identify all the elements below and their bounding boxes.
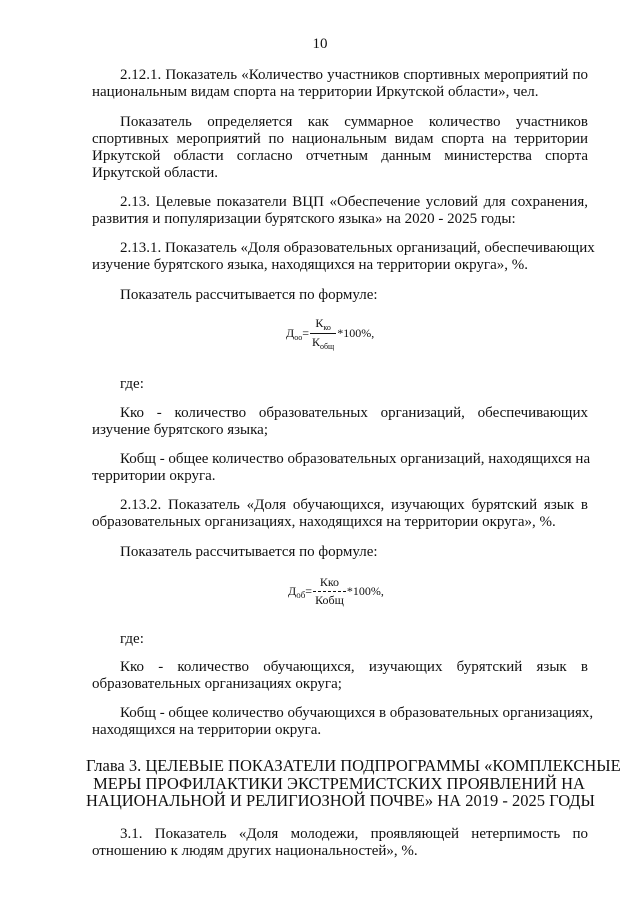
formula-intro: Показатель рассчитывается по формуле: bbox=[120, 544, 378, 560]
definition-kko bbox=[92, 659, 588, 693]
text-line: отношению к людям других национальностей», %. bbox=[92, 843, 418, 859]
fraction-bar bbox=[310, 333, 336, 334]
heading-line: Глава 3. ЦЕЛЕВЫЕ ПОКАЗАТЕЛИ ПОДПРОГРАММЫ «КОМПЛЕКСНЫЕ bbox=[86, 756, 621, 775]
paragraph-2-13-2 bbox=[92, 497, 588, 531]
text-line: Иркутской области согласно отчетным данным министерства спорта bbox=[92, 148, 588, 164]
text-line: изучение бурятского языка; bbox=[92, 422, 269, 438]
definition-kobsh bbox=[92, 705, 594, 739]
text-line: Кобщ - общее количество обучающихся в образовательных организациях, bbox=[120, 705, 594, 721]
text-line: Показатель определяется как суммарное количество участников bbox=[120, 114, 588, 130]
text-line: национальным видам спорта на территории Иркутской области», чел. bbox=[92, 84, 539, 100]
definition-kobsh bbox=[92, 451, 591, 485]
formula-equals: = bbox=[305, 584, 313, 598]
definition-kko bbox=[92, 405, 588, 439]
formula-fraction bbox=[313, 575, 346, 608]
paragraph-2-13 bbox=[92, 194, 588, 228]
text-line: 3.1. Показатель «Доля молодежи, проявляющей нетерпимость по bbox=[120, 826, 588, 842]
fraction-bar bbox=[313, 591, 346, 592]
paragraph-3-1 bbox=[92, 826, 588, 860]
where-label: где: bbox=[120, 631, 144, 647]
text-line: Кко - количество обучающихся, изучающих бурятский язык в bbox=[120, 659, 588, 675]
paragraph-definition-2-12-1 bbox=[92, 114, 588, 182]
text-line: 2.13.2. Показатель «Доля обучающихся, изучающих бурятский язык в bbox=[120, 497, 588, 513]
chapter-heading bbox=[86, 756, 621, 810]
text-line: изучение бурятского языка, находящихся на территории округа», %. bbox=[92, 257, 528, 273]
heading-line: НАЦИОНАЛЬНОЙ И РЕЛИГИОЗНОЙ ПОЧВЕ» НА 2019 - 2025 ГОДЫ bbox=[86, 791, 595, 810]
text-line: спортивных мероприятий по национальным видам спорта на территории bbox=[92, 131, 588, 147]
text-line: 2.13.1. Показатель «Доля образовательных организаций, обеспечивающих bbox=[120, 240, 595, 256]
formula-fraction bbox=[310, 316, 336, 351]
text-line: Иркутской области. bbox=[92, 165, 218, 181]
heading-line: МЕРЫ ПРОФИЛАКТИКИ ЭКСТРЕМИСТСКИХ ПРОЯВЛЕНИЙ НА bbox=[93, 773, 585, 793]
formula-share-organizations bbox=[286, 316, 374, 351]
formula-intro: Показатель рассчитывается по формуле: bbox=[120, 287, 378, 303]
formula-denominator: Кобщ bbox=[315, 593, 344, 607]
where-label: где: bbox=[120, 376, 144, 392]
text-line: развития и популяризации бурятского языка» на 2020 - 2025 годы: bbox=[92, 211, 516, 227]
text-line: находящихся на территории округа. bbox=[92, 722, 322, 738]
formula-multiplier: *100%, bbox=[346, 584, 384, 598]
formula-multiplier: *100%, bbox=[337, 326, 375, 340]
text-line: 2.13. Целевые показатели ВЦП «Обеспечение условий для сохранения, bbox=[120, 194, 588, 210]
paragraph-2-12-1 bbox=[92, 67, 588, 101]
formula-lhs: $Д_{оо}$ bbox=[286, 325, 303, 342]
text-line: Кобщ - общее количество образовательных организаций, находящихся на bbox=[120, 451, 591, 467]
page-number: 10 bbox=[312, 36, 328, 52]
formula-numerator: $К_{ко}$ bbox=[315, 316, 331, 332]
text-line: 2.12.1. Показатель «Количество участников спортивных мероприятий по bbox=[120, 67, 588, 83]
text-line: образовательных организациях, находящихся на территории округа», %. bbox=[92, 514, 556, 530]
formula-lhs: $Д_{об}$ bbox=[288, 583, 306, 600]
formula-denominator: $К_{общ}$ bbox=[311, 335, 335, 351]
formula-equals: = bbox=[302, 326, 309, 340]
formula-numerator: Кко bbox=[319, 575, 340, 589]
formula-share-students bbox=[288, 575, 384, 608]
text-line: Кко - количество образовательных организаций, обеспечивающих bbox=[120, 405, 588, 421]
paragraph-2-13-1 bbox=[92, 240, 595, 274]
text-line: образовательных организациях округа; bbox=[92, 676, 342, 692]
text-line: территории округа. bbox=[92, 468, 216, 484]
